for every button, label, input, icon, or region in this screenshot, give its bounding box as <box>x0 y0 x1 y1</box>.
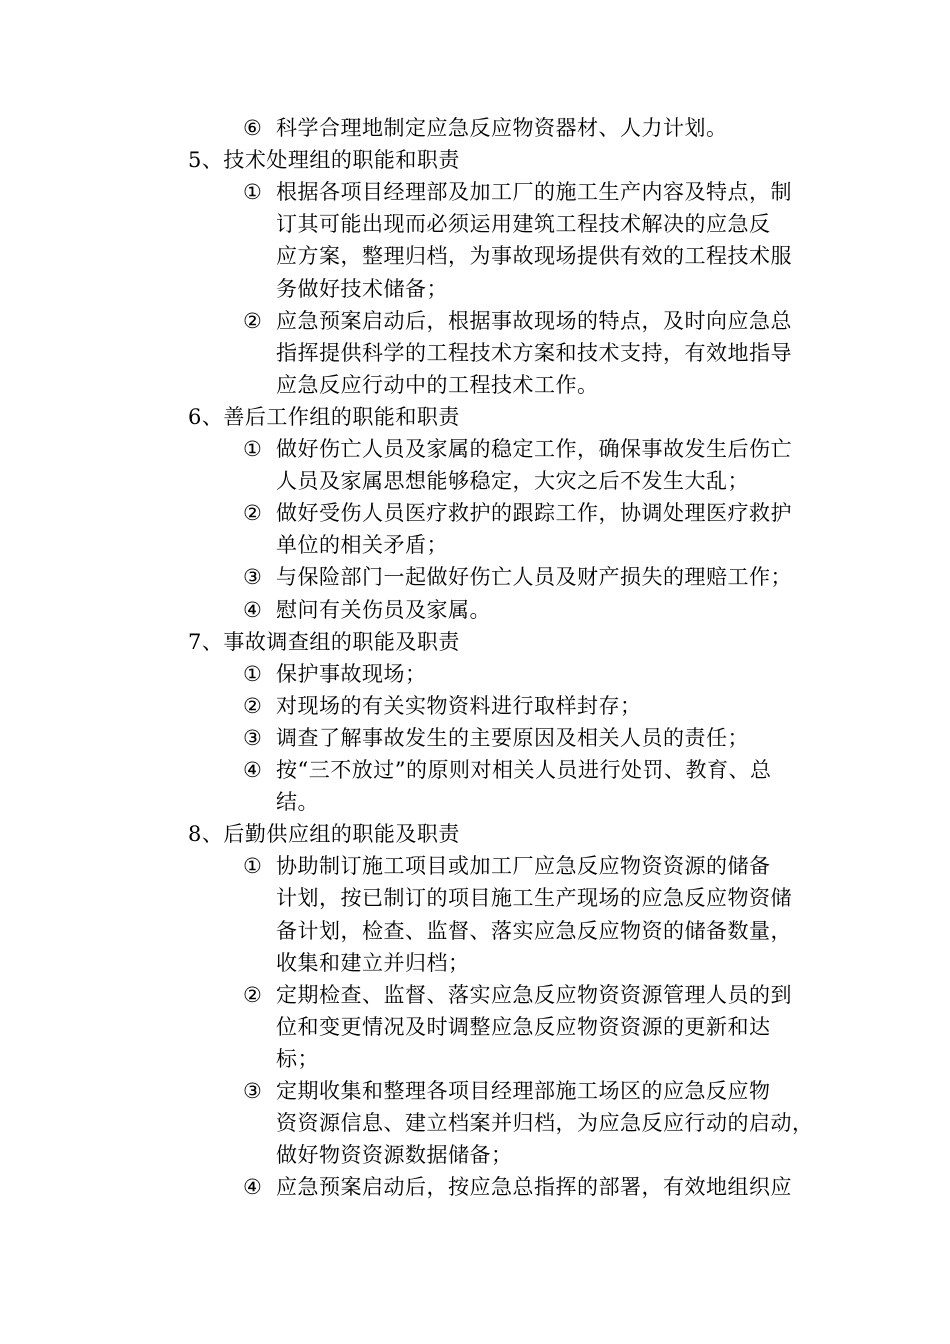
item-continuation: 计划，按已制订的项目施工生产现场的应急反应物资储 <box>276 886 792 911</box>
list-item <box>243 979 792 1011</box>
list-item <box>243 112 728 144</box>
item-continuation: 务做好技术储备； <box>276 276 448 301</box>
item-continuation: 收集和建立并归档； <box>276 950 470 975</box>
list-item <box>243 305 792 337</box>
item-text: 根据各项目经理部及加工厂的施工生产内容及特点，制 <box>276 180 792 205</box>
item-continuation: 人员及家属思想能够稳定，大灾之后不发生大乱； <box>276 469 749 494</box>
item-continuation: 标； <box>276 1046 319 1071</box>
list-item <box>243 658 427 690</box>
list-item <box>243 690 642 722</box>
section-heading: 6、善后工作组的职能和职责 <box>188 404 460 429</box>
item-text: 定期检查、监督、落实应急反应物资资源管理人员的到 <box>276 982 792 1007</box>
item-continuation: 应方案，整理归档，为事故现场提供有效的工程技术服 <box>276 244 792 269</box>
item-continuation: 订其可能出现而必须运用建筑工程技术解决的应急反 <box>276 212 771 237</box>
item-text: 与保险部门一起做好伤亡人员及财产损失的理赔工作； <box>276 565 792 590</box>
item-marker: ① <box>243 180 263 205</box>
list-item <box>243 1171 792 1203</box>
item-marker: ④ <box>243 758 263 782</box>
section-heading: 8、后勤供应组的职能及职责 <box>188 822 460 847</box>
item-marker: ④ <box>243 597 263 622</box>
item-text: 应急预案启动后，根据事故现场的特点，及时向应急总 <box>276 308 792 333</box>
item-text: 协助制订施工项目或加工厂应急反应物资资源的储备 <box>276 854 771 879</box>
item-continuation: 结。 <box>276 790 319 815</box>
list-item <box>243 754 771 786</box>
item-continuation: 应急反应行动中的工程技术工作。 <box>276 372 599 397</box>
list-item <box>243 1075 771 1107</box>
item-marker: ⑥ <box>243 116 263 140</box>
item-text: 对现场的有关实物资料进行取样封存； <box>276 693 642 718</box>
item-marker: ② <box>243 693 263 718</box>
item-marker: ① <box>243 854 263 879</box>
list-item <box>243 433 792 465</box>
item-marker: ① <box>243 661 263 686</box>
item-continuation: 指挥提供科学的工程技术方案和技术支持，有效地指导 <box>276 340 792 365</box>
item-continuation: 备计划，检查、监督、落实应急反应物资的储备数量， <box>276 918 792 943</box>
list-item <box>243 176 792 208</box>
list-item <box>243 594 491 626</box>
item-marker: ② <box>243 982 263 1007</box>
list-item <box>243 722 749 754</box>
item-marker: ③ <box>243 565 263 590</box>
item-text: 按“三不放过”的原则对相关人员进行处罚、教育、总 <box>276 758 772 782</box>
item-text: 做好伤亡人员及家属的稳定工作，确保事故发生后伤亡 <box>276 437 792 461</box>
item-text: 定期收集和整理各项目经理部施工场区的应急反应物 <box>276 1079 771 1103</box>
item-text: 应急预案启动后，按应急总指挥的部署，有效地组织应 <box>276 1175 792 1200</box>
list-item <box>243 561 792 593</box>
item-continuation: 位和变更情况及时调整应急反应物资资源的更新和达 <box>276 1014 771 1039</box>
item-text: 做好受伤人员医疗救护的跟踪工作，协调处理医疗救护 <box>276 501 792 526</box>
item-marker: ② <box>243 501 263 526</box>
item-continuation: 资资源信息、建立档案并归档，为应急反应行动的启动， <box>276 1111 814 1136</box>
item-continuation: 做好物资资源数据储备； <box>276 1143 513 1168</box>
item-marker: ③ <box>243 1079 263 1103</box>
item-text: 保护事故现场； <box>276 661 427 686</box>
item-marker: ① <box>243 437 263 461</box>
item-marker: ④ <box>243 1175 263 1200</box>
item-text: 科学合理地制定应急反应物资器材、人力计划。 <box>276 116 728 140</box>
item-marker: ② <box>243 308 263 333</box>
item-text: 调查了解事故发生的主要原因及相关人员的责任； <box>276 725 749 750</box>
section-heading: 5、技术处理组的职能和职责 <box>188 148 460 173</box>
list-item <box>243 850 771 882</box>
item-continuation: 单位的相关矛盾； <box>276 533 448 558</box>
item-text: 慰问有关伤员及家属。 <box>276 597 491 622</box>
list-item <box>243 497 792 529</box>
section-heading: 7、事故调查组的职能及职责 <box>188 629 460 654</box>
item-marker: ③ <box>243 725 263 750</box>
